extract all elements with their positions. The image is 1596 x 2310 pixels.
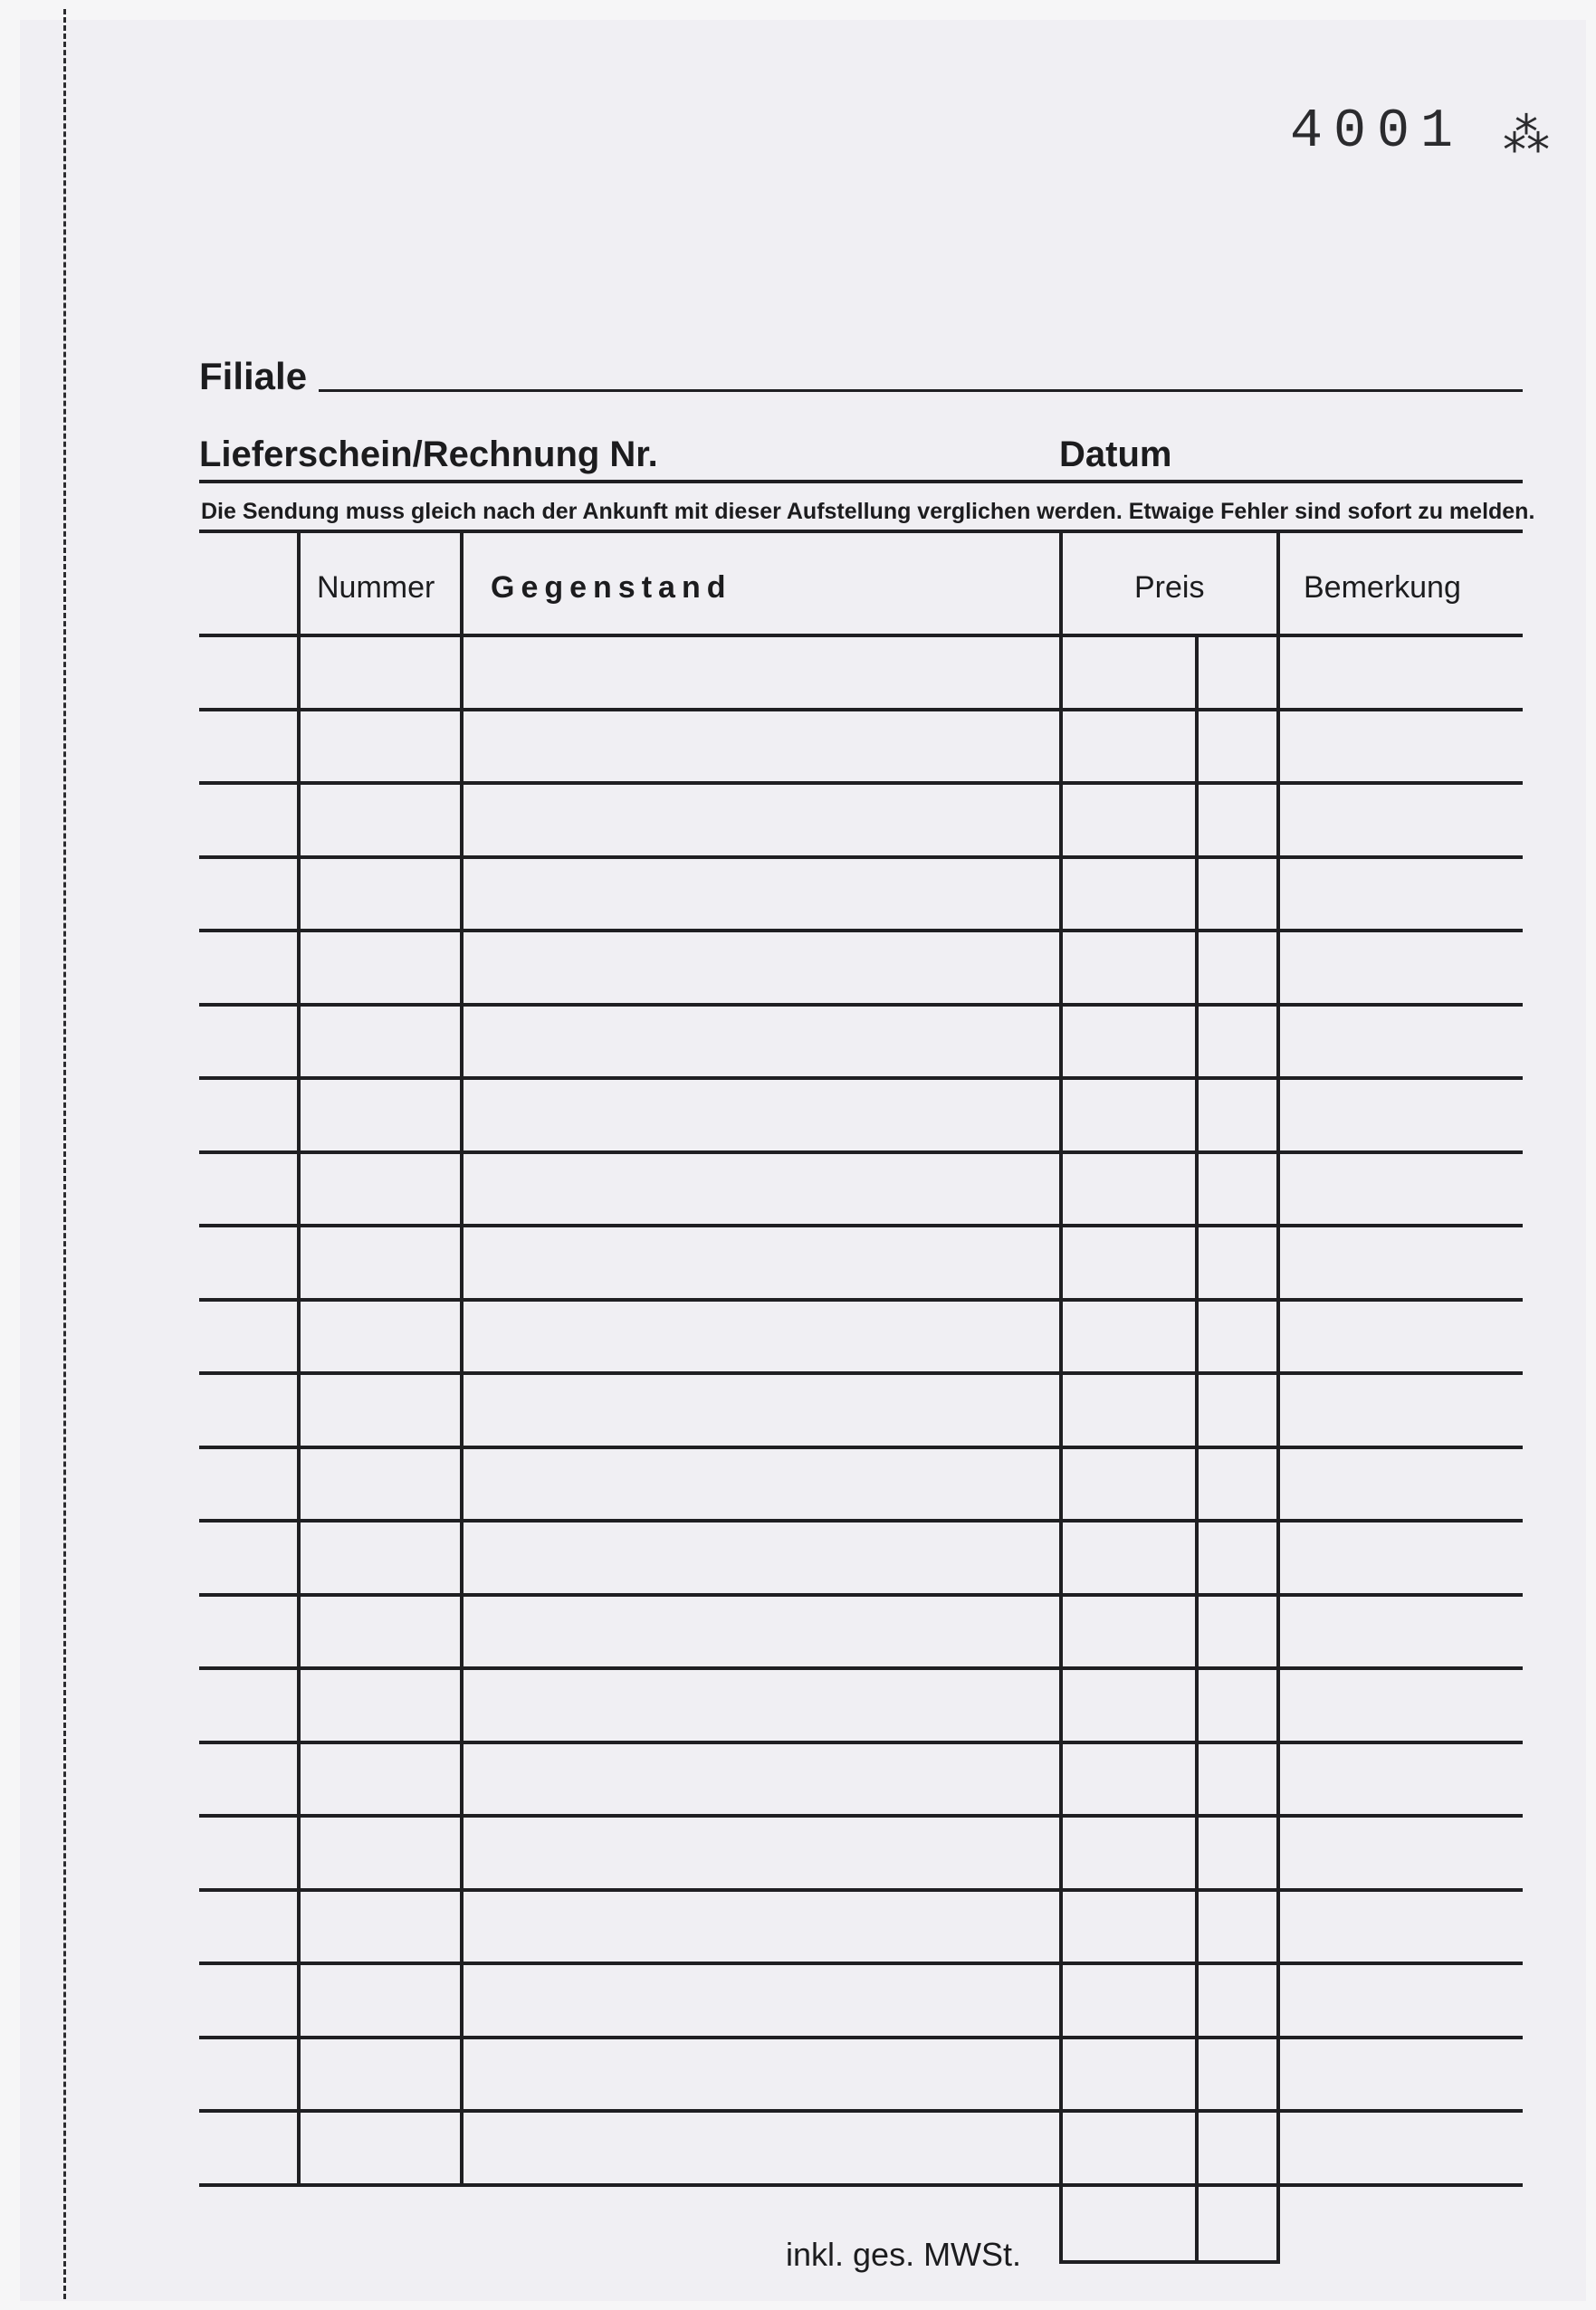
table-row-line[interactable] <box>199 1814 1523 1818</box>
table-row-line[interactable] <box>199 1446 1523 1449</box>
table-row-line[interactable] <box>199 1150 1523 1154</box>
perforation-edge <box>63 9 66 2299</box>
table-row-line[interactable] <box>199 1003 1523 1007</box>
table-row-line[interactable] <box>199 708 1523 711</box>
column-header-preis: Preis <box>1134 570 1205 605</box>
branch-field-line[interactable] <box>319 389 1523 392</box>
asterisk-mark-icon: ⁂ <box>1503 109 1550 163</box>
column-divider-preis-left <box>1059 532 1063 2263</box>
tax-note: inkl. ges. MWSt. <box>786 2236 1022 2273</box>
table-row-line[interactable] <box>199 1519 1523 1522</box>
table-row-line[interactable] <box>199 2036 1523 2039</box>
table-row-line[interactable] <box>199 1298 1523 1302</box>
table-row-line[interactable] <box>199 1888 1523 1892</box>
table-row-line[interactable] <box>199 929 1523 932</box>
branch-label: Filiale <box>199 355 308 397</box>
column-header-nummer: Nummer <box>317 570 435 605</box>
table-row-line[interactable] <box>199 1666 1523 1670</box>
table-row-line[interactable] <box>199 1224 1523 1227</box>
invoice-field-line[interactable] <box>199 480 1523 483</box>
serial-number: 4001 <box>1290 101 1465 163</box>
table-row-line[interactable] <box>199 1076 1523 1080</box>
table-row-line[interactable] <box>199 1741 1523 1744</box>
total-price-box[interactable] <box>1059 2191 1276 2261</box>
column-divider-preis-cents <box>1195 634 1199 2263</box>
invoice-number-label: Lieferschein/Rechnung Nr. <box>199 434 658 474</box>
column-divider-gegenstand <box>460 532 464 2183</box>
table-row-line[interactable] <box>199 2183 1523 2187</box>
table-row-line[interactable] <box>199 855 1523 859</box>
table-top-line <box>199 530 1523 533</box>
table-row-line[interactable] <box>199 781 1523 785</box>
table-row-line[interactable] <box>199 1962 1523 1965</box>
column-divider-nummer <box>297 532 301 2183</box>
table-row-line[interactable] <box>199 1371 1523 1375</box>
notice-text: Die Sendung muss gleich nach der Ankunft mit dieser Aufstellung verglichen werden. Etwaige Fehler sind sofort zu melden. <box>201 499 1535 524</box>
table-header-underline <box>199 634 1523 637</box>
column-divider-bemerkung <box>1276 532 1280 2263</box>
date-label: Datum <box>1059 434 1172 474</box>
table-row-line[interactable] <box>199 2109 1523 2113</box>
column-header-gegenstand: Gegenstand <box>491 570 732 605</box>
table-row-line[interactable] <box>199 1593 1523 1597</box>
column-header-bemerkung: Bemerkung <box>1304 570 1461 605</box>
